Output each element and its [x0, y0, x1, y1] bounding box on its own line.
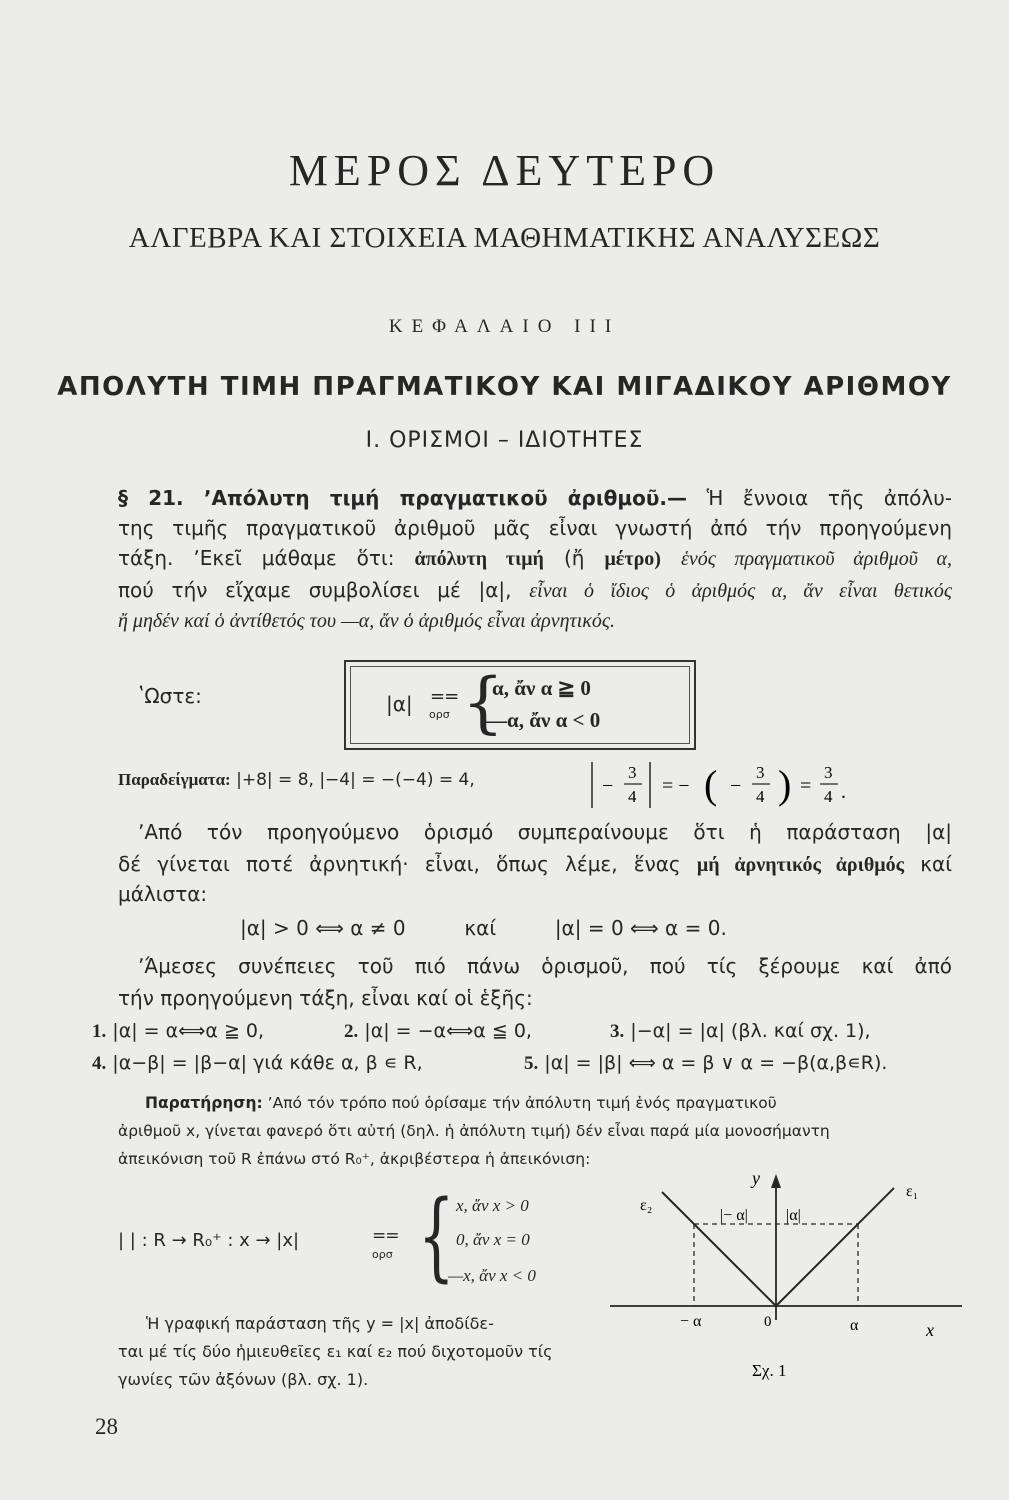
svg-text:= −: = − — [662, 775, 690, 797]
paragraph-line: § 21. ʼΑπόλυτη τιμή πραγματικοῦ ἀριθμοῦ.— Ἡ ἔννοια τῆς ἀπόλυ- — [118, 486, 953, 510]
paragraph-line: της τιμῆς πραγματικοῦ ἀριθμοῦ μᾶς εἶναι γνωστή ἀπό τήν προηγούμενη — [118, 516, 952, 540]
book-subtitle: ΑΛΓΕΒΡΑ ΚΑΙ ΣΤΟΙΧΕΙΑ ΜΑΘΗΜΑΤΙΚΗΣ ΑΝΑΛΥΣΕΩΣ — [128, 222, 881, 254]
paragraph-line: ἤ μηδέν καί ὁ ἀντίθετός του —α, ἄν ὁ ἀριθμός εἶναι ἀρνητικός. — [118, 610, 615, 632]
y-axis-arrow — [771, 1174, 781, 1188]
figure-caption: Σχ. 1 — [752, 1361, 787, 1380]
paragraph-line: πού τήν εἴχαμε συμβολίσει μέ |α|, εἶναι ὁ ἴδιος ὁ ἀριθμός α, ἄν εἶναι θετικός — [118, 578, 953, 602]
svg-text:3: 3 — [824, 763, 833, 782]
graph-text-line: γωνίες τῶν ἀξόνων (βλ. σχ. 1). — [118, 1370, 369, 1389]
mapping-brace: { — [418, 1180, 455, 1292]
half-line-e2 — [662, 1192, 776, 1306]
examples-label: Παραδείγματα: — [118, 770, 231, 789]
abs-pos-label: |α| — [786, 1207, 801, 1224]
definition-lhs: |α| — [386, 692, 413, 716]
definition-box — [344, 660, 696, 750]
svg-text:(: ( — [704, 762, 718, 807]
left-brace: { — [462, 664, 504, 741]
y-label: y — [752, 1168, 760, 1188]
svg-text:=: = — [800, 775, 812, 797]
svg-text:4: 4 — [756, 787, 765, 806]
chapter-number: ΚΕΦΑΛΑΙΟ ΙΙΙ — [388, 316, 621, 337]
chapter-title: ΑΠΟΛΥΤΗ ΤΙΜΗ ΠΡΑΓΜΑΤΙΚΟΥ ΚΑΙ ΜΙΓΑΔΙΚΟΥ ΑΡΙΘΜΟΥ — [57, 372, 952, 402]
part-title: ΜΕΡΟΣ ΔΕΥΤΕΡΟ — [288, 146, 721, 195]
graph-text-line: Ἡ γραφική παράσταση τῆς y = |x| ἀποδίδε- — [146, 1314, 494, 1333]
origin-label: 0 — [764, 1314, 772, 1330]
definition-eq: == — [430, 686, 459, 707]
pos-a-label: α — [850, 1317, 859, 1334]
svg-text:3: 3 — [756, 763, 765, 782]
x-label: x — [926, 1320, 934, 1340]
mapping-orsign: ορσ — [372, 1248, 393, 1261]
paragraph-line: μάλιστα: — [118, 882, 208, 906]
definition-case-1: α, ἄν α ≧ 0 — [492, 676, 591, 700]
formula-line: |α| > 0 ⟺ α ≠ 0 καί |α| = 0 ⟺ α = 0. — [240, 916, 727, 940]
remark-line: ἀπεικόνιση τοῦ R ἐπάνω στό R₀⁺, ἀκριβέστερα ἡ ἀπεικόνιση: — [118, 1150, 591, 1168]
mapping-case-2: 0, ἄν x = 0 — [456, 1230, 530, 1249]
svg-text:3: 3 — [628, 763, 637, 782]
svg-text:4: 4 — [824, 787, 833, 806]
paragraph-line: τήν προηγούμενη τάξη, εἶναι καί οἱ ἑξῆς: — [118, 986, 533, 1010]
definition-case-2: —α, ἄν α < 0 — [486, 708, 601, 732]
svg-text:): ) — [778, 762, 792, 807]
mapping-case-1: x, ἄν x > 0 — [456, 1196, 529, 1215]
half-line-e1 — [776, 1188, 894, 1306]
property-1: 1. |α| = α⟺α ≧ 0, — [92, 1020, 265, 1042]
svg-text:−: − — [602, 775, 614, 797]
paragraph-heading: § 21. ʼΑπόλυτη τιμή πραγματικοῦ ἀριθμοῦ.— — [118, 486, 687, 510]
mapping-case-3: —x, ἄν x < 0 — [448, 1266, 536, 1285]
abs-neg-label: |− α| — [720, 1207, 748, 1224]
paragraph-line: τάξη. ʼΕκεῖ μάθαμε ὅτι: ἀπόλυτη τιμή (ἤ μέτρο) ἑνός πραγματικοῦ ἀριθμοῦ α, — [118, 546, 953, 570]
e1-label: ε₁ — [906, 1183, 919, 1200]
page-number: 28 — [95, 1414, 118, 1439]
paragraph-line: ʼΑπό τόν προηγούμενο ὁρισμό συμπεραίνουμε ὅτι ἡ παράσταση |α| — [138, 820, 952, 844]
remark-line: Παρατήρηση: ʼΑπό τόν τρόπο πού ὁρίσαμε τήν ἀπόλυτη τιμή ἑνός πραγματικοῦ — [145, 1094, 777, 1112]
neg-a-label: − α — [680, 1313, 702, 1330]
examples-line: Παραδείγματα: |+8| = 8, |−4| = −(−4) = 4, — [118, 770, 475, 790]
figure-abs-graph — [600, 1160, 970, 1390]
paragraph-line: δέ γίνεται ποτέ ἀρνητική· εἶναι, ὅπως λέμε, ἕνας μή ἀρνητικός ἀριθμός καί — [118, 852, 952, 876]
graph-text-line: ται μέ τίς δύο ἡμιευθεῖες ε₁ καί ε₂ πού διχοτομοῦν τίς — [118, 1342, 553, 1361]
property-4: 4. |α−β| = |β−α| γιά κάθε α, β ∊ R, — [92, 1052, 423, 1074]
definition-orsign: ορσ — [429, 708, 450, 721]
remark-label: Παρατήρηση: — [145, 1094, 263, 1112]
mapping-eq: == — [372, 1226, 399, 1246]
property-3: 3. |−α| = |α| (βλ. καί σχ. 1), — [610, 1020, 871, 1042]
svg-text:.: . — [841, 781, 846, 803]
remark-line: ἀριθμοῦ x, γίνεται φανερό ὅτι αὐτή (δηλ. ἡ ἀπόλυτη τιμή) δέν εἶναι παρά μία μονοσήμαντη — [118, 1122, 830, 1140]
property-2: 2. |α| = −α⟺α ≦ 0, — [344, 1020, 532, 1042]
svg-text:−: − — [730, 775, 742, 797]
section-title: Ι. ΟΡΙΣΜΟΙ – ΙΔΙΟΤΗΤΕΣ — [365, 428, 644, 453]
examples-fraction-formula — [588, 756, 898, 814]
definition-label: ʽΩστε: — [138, 684, 202, 708]
property-5: 5. |α| = |β| ⟺ α = β ∨ α = −β(α,β∊R). — [524, 1052, 888, 1074]
e2-label: ε₂ — [640, 1197, 653, 1214]
paragraph-line: ʼΆμεσες συνέπειες τοῦ πιό πάνω ὁρισμοῦ, πού τίς ξέρουμε καί ἀπό — [138, 954, 952, 978]
svg-text:4: 4 — [628, 787, 637, 806]
mapping-lhs: | | : R → R₀⁺ : x → |x| — [118, 1230, 300, 1251]
